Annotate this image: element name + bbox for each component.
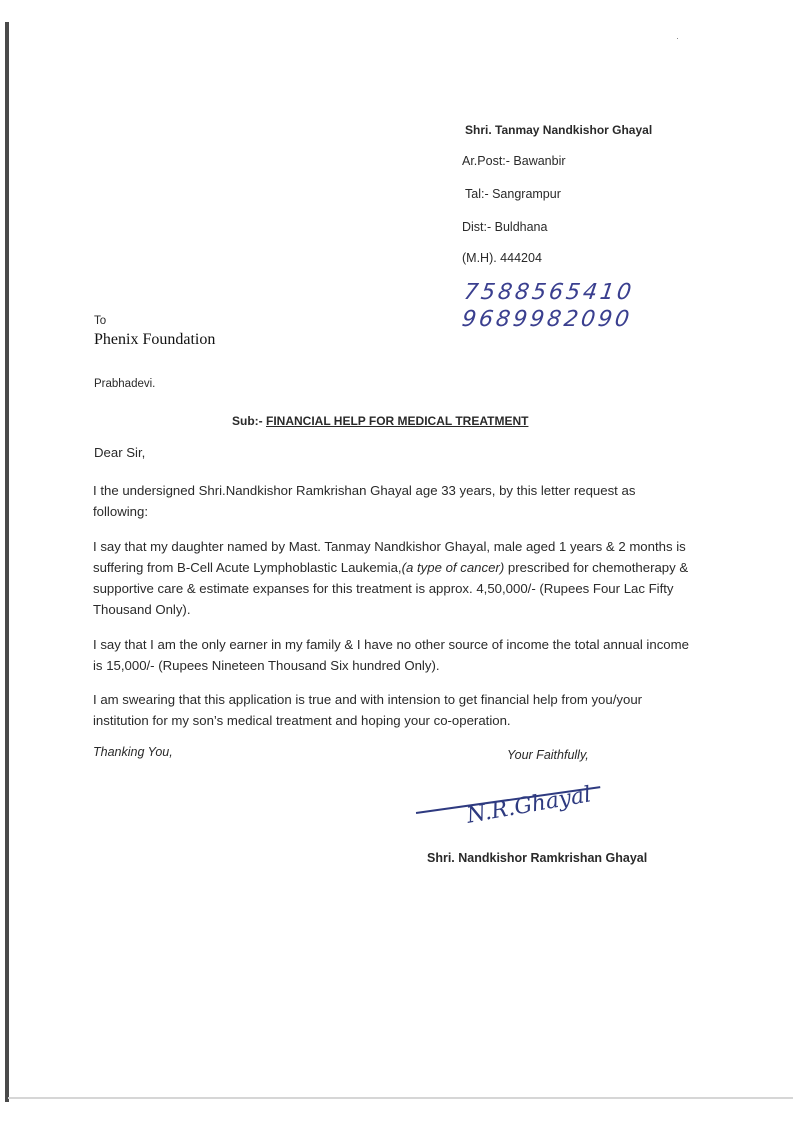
recipient-location: Prabhadevi. bbox=[94, 378, 156, 390]
handwritten-phone: 9689982090 bbox=[460, 307, 634, 332]
sender-address-line: Tal:- Sangrampur bbox=[465, 187, 561, 201]
signatory-name: Shri. Nandkishor Ramkrishan Ghayal bbox=[427, 851, 648, 865]
scan-left-edge bbox=[5, 22, 9, 1102]
body-paragraph: I the undersigned Shri.Nandkishor Ramkrishan Ghayal age 33 years, by this letter request as following: bbox=[93, 483, 636, 519]
body-italic-text: (a type of cancer) bbox=[401, 560, 505, 575]
thanking-you: Thanking You, bbox=[93, 745, 173, 759]
handwritten-signature: N.R.Ghayal bbox=[464, 782, 594, 829]
body-paragraph: I say that I am the only earner in my family & I have no other source of income the total annual income is 15,000/- (Rupees Nineteen Thousand Six hundred Only). bbox=[93, 637, 689, 673]
subject-prefix: Sub:- bbox=[232, 414, 263, 428]
body-text: I say that my daughter named by Mast. Tanmay Nandkishor Ghayal, male aged 1 years & 2 months is suffering from B-Cell Acute Lymphoblastic Laukemia, bbox=[93, 539, 686, 575]
subject-line bbox=[232, 413, 528, 429]
recipient-name: Phenix Foundation bbox=[94, 331, 216, 348]
to-label: To bbox=[94, 315, 107, 327]
scan-bottom-edge bbox=[8, 1097, 793, 1099]
sender-address-line: (M.H). 444204 bbox=[462, 251, 542, 265]
sender-address-line: Dist:- Buldhana bbox=[462, 220, 548, 234]
sender-address-line: Ar.Post:- Bawanbir bbox=[462, 154, 566, 168]
sender-name: Shri. Tanmay Nandkishor Ghayal bbox=[465, 123, 653, 137]
handwritten-phone: 7588565410 bbox=[462, 280, 636, 305]
body-paragraph bbox=[93, 536, 691, 620]
salutation: Dear Sir, bbox=[94, 445, 146, 460]
body-paragraph: I am swearing that this application is true and with intension to get financial help from you/your institution for my son’s medical treatment and hoping your co-operation. bbox=[93, 692, 643, 728]
body-text: prescribed for chemotherapy & supportive care & estimate expanses for this treatment is approx. 4,50,000/- (Rupees Four Lac Fifty Thousand Only). bbox=[93, 560, 689, 617]
scan-speck: · bbox=[676, 33, 679, 43]
your-faithfully: Your Faithfully, bbox=[507, 748, 589, 762]
subject-text: FINANCIAL HELP FOR MEDICAL TREATMENT bbox=[266, 414, 529, 428]
